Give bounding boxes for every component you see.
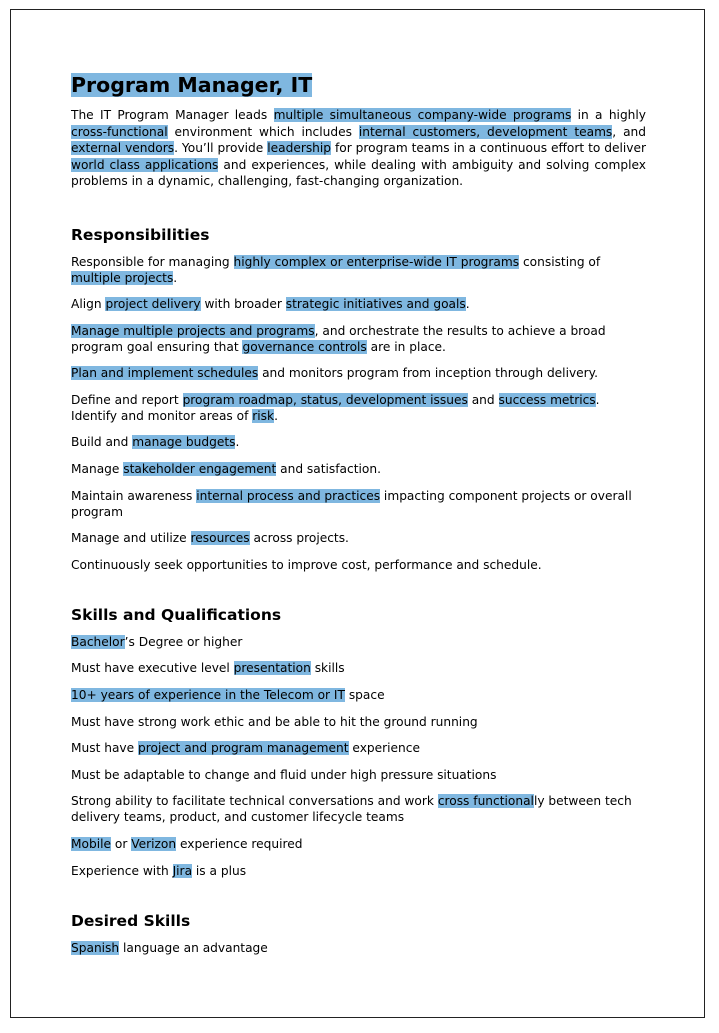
text-run: experience bbox=[348, 741, 420, 756]
highlighted-phrase: Bachelor bbox=[71, 634, 125, 649]
text-run: Manage bbox=[71, 462, 124, 477]
highlighted-phrase: program roadmap, status, development issues bbox=[182, 392, 468, 407]
text-run: skills bbox=[310, 661, 345, 676]
highlighted-phrase: external vendors bbox=[71, 141, 175, 155]
section-list bbox=[71, 634, 646, 879]
highlighted-phrase: Jira bbox=[172, 863, 193, 878]
document-page bbox=[10, 9, 705, 1018]
list-item bbox=[71, 461, 646, 477]
text-run: . bbox=[173, 270, 178, 285]
sections-container bbox=[71, 225, 646, 956]
highlighted-phrase: manage budgets bbox=[132, 435, 236, 450]
highlighted-phrase: cross-functional bbox=[71, 124, 168, 139]
text-run: . Identify and monitor areas of bbox=[71, 392, 600, 423]
list-item bbox=[71, 863, 646, 879]
text-run: and monitors program from inception through delivery. bbox=[258, 366, 599, 381]
highlighted-phrase: leadership bbox=[267, 141, 332, 155]
text-run: are in place. bbox=[366, 339, 446, 354]
highlighted-phrase: internal process and practices bbox=[196, 488, 381, 503]
text-run: environment which includes bbox=[167, 124, 359, 139]
text-run: consisting of bbox=[519, 254, 601, 269]
text-run: Must have strong work ethic and be able to hit the ground running bbox=[71, 714, 478, 729]
section-skills-and-qualifications bbox=[71, 605, 646, 879]
list-item bbox=[71, 660, 646, 676]
list-item bbox=[71, 323, 646, 355]
text-run: . bbox=[465, 297, 470, 312]
text-run: Maintain awareness bbox=[71, 488, 197, 503]
title-wrap bbox=[71, 72, 646, 102]
list-item bbox=[71, 767, 646, 783]
section-responsibilities bbox=[71, 225, 646, 573]
highlighted-phrase: cross functional bbox=[437, 794, 534, 809]
intro-paragraph bbox=[71, 107, 646, 190]
section-heading: Desired Skills bbox=[71, 911, 191, 930]
text-run: or bbox=[110, 837, 132, 851]
highlighted-phrase: presentation bbox=[233, 661, 311, 676]
text-run: Align bbox=[71, 297, 106, 312]
highlighted-phrase: Plan and implement schedules bbox=[71, 366, 259, 381]
text-run: The IT Program Manager leads bbox=[71, 108, 274, 122]
text-run: Build and bbox=[71, 435, 133, 450]
text-run: , and bbox=[612, 124, 646, 139]
text-run: Must have executive level bbox=[71, 661, 234, 676]
text-run: Experience with bbox=[71, 863, 173, 878]
text-run: Must be adaptable to change and fluid under high pressure situations bbox=[71, 767, 497, 782]
list-item bbox=[71, 296, 646, 312]
text-run: , and orchestrate the results to achieve a broad program goal ensuring that bbox=[71, 323, 606, 354]
text-run: and bbox=[467, 392, 499, 407]
highlighted-phrase: multiple simultaneous company-wide programs bbox=[273, 108, 572, 122]
highlighted-phrase: resources bbox=[190, 531, 250, 546]
text-run: in a highly bbox=[571, 108, 646, 122]
list-item bbox=[71, 434, 646, 450]
section-desired-skills bbox=[71, 911, 646, 956]
highlighted-phrase: project and program management bbox=[138, 741, 349, 756]
section-heading: Skills and Qualifications bbox=[71, 605, 282, 624]
text-run: Must have bbox=[71, 741, 139, 756]
list-item bbox=[71, 557, 646, 573]
highlighted-phrase: 10+ years of experience in the Telecom or IT bbox=[71, 688, 345, 703]
text-run: Manage and utilize bbox=[71, 531, 191, 546]
text-run: . bbox=[235, 435, 240, 450]
highlighted-phrase: world class applications bbox=[71, 157, 219, 172]
text-run: . You’ll provide bbox=[174, 141, 268, 155]
list-item bbox=[71, 634, 646, 650]
section-list bbox=[71, 940, 646, 956]
text-run: with broader bbox=[200, 297, 286, 312]
text-run: across projects. bbox=[249, 531, 349, 546]
highlighted-phrase: internal customers, development teams bbox=[358, 124, 613, 139]
text-run: Define and report bbox=[71, 392, 183, 407]
list-item bbox=[71, 740, 646, 756]
text-run: Continuously seek opportunities to improve cost, performance and schedule. bbox=[71, 557, 542, 572]
highlighted-phrase: success metrics bbox=[498, 392, 596, 407]
text-run: Strong ability to facilitate technical conversations and work bbox=[71, 794, 438, 809]
text-run: Responsible for managing bbox=[71, 254, 234, 269]
list-item bbox=[71, 836, 646, 852]
text-run: ly between tech delivery teams, product, and customer lifecycle teams bbox=[71, 794, 632, 825]
text-run: and experiences, while dealing with ambiguity and solving complex problems in a dynamic, challenging, fast-changing organization. bbox=[71, 157, 647, 188]
highlighted-phrase: highly complex or enterprise-wide IT programs bbox=[233, 254, 520, 269]
list-item bbox=[71, 940, 646, 956]
highlighted-phrase: Manage multiple projects and programs bbox=[71, 323, 315, 338]
list-item bbox=[71, 714, 646, 730]
document-content bbox=[71, 72, 646, 956]
list-item bbox=[71, 365, 646, 381]
text-run: . bbox=[274, 408, 278, 423]
section-heading: Responsibilities bbox=[71, 225, 210, 244]
text-run: experience required bbox=[176, 837, 303, 851]
text-run: language an advantage bbox=[119, 940, 268, 955]
highlighted-phrase: project delivery bbox=[105, 297, 201, 312]
list-item bbox=[71, 254, 646, 286]
list-item bbox=[71, 530, 646, 546]
text-run: for program teams in a continuous effort to deliver bbox=[331, 141, 647, 155]
list-item bbox=[71, 488, 646, 520]
highlighted-phrase: Spanish bbox=[71, 940, 120, 955]
text-run: and satisfaction. bbox=[276, 462, 381, 477]
page-title: Program Manager, IT bbox=[71, 73, 313, 97]
highlighted-phrase: risk bbox=[252, 408, 275, 423]
highlighted-phrase: Mobile bbox=[71, 837, 111, 851]
section-list bbox=[71, 254, 646, 573]
text-run: is a plus bbox=[192, 863, 247, 878]
highlighted-phrase: stakeholder engagement bbox=[123, 462, 277, 477]
text-run: impacting component projects or overall program bbox=[71, 488, 632, 519]
text-run: space bbox=[344, 688, 385, 703]
highlighted-phrase: Verizon bbox=[131, 837, 177, 851]
highlighted-phrase: strategic initiatives and goals bbox=[285, 297, 466, 312]
list-item bbox=[71, 687, 646, 703]
text-run: ’s Degree or higher bbox=[124, 634, 243, 649]
highlighted-phrase: multiple projects bbox=[71, 270, 174, 285]
list-item bbox=[71, 392, 646, 424]
list-item bbox=[71, 793, 646, 825]
highlighted-phrase: governance controls bbox=[242, 339, 367, 354]
